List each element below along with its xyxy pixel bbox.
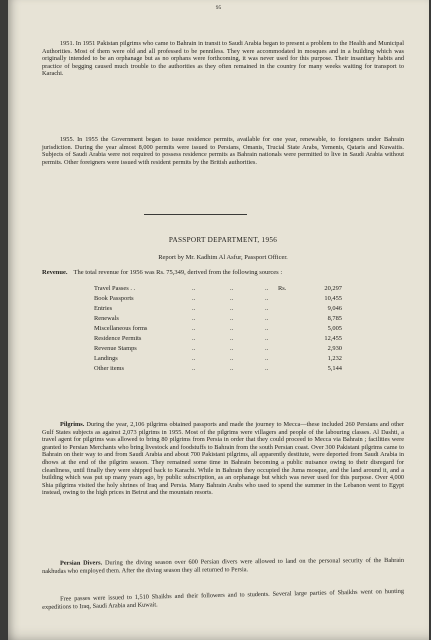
paragraph-1955-text: 1955. In 1955 the Government began to issue residence permits, available for one year, renewable, to foreigners under Bahrain jurisdiction. During the year almost 8,000 permits were issued to Persians, Omanis, Trucial State Arabs, Yemenis, Qataris and Kuwaitis. Subjects of Saudi Arabia were not required to possess residence permits as Bahrain nationals were permitted to live in Saudi Arabia without permits. Other foreigners were issued with resident permits by the British authorities. xyxy=(42,136,404,166)
leader-dots: .. xyxy=(192,355,196,362)
revenue-row xyxy=(94,345,374,355)
revenue-item-label: Other items xyxy=(94,365,124,372)
paragraph-divers xyxy=(42,557,404,575)
revenue-item-label: Miscellaneous forms xyxy=(94,325,148,332)
paragraph-1951 xyxy=(42,40,404,78)
leader-dots: .. xyxy=(265,305,269,312)
leader-dots: .. xyxy=(230,365,234,372)
revenue-row xyxy=(94,325,374,335)
currency-label: Rs. xyxy=(278,285,287,292)
leader-dots: .. xyxy=(192,295,196,302)
revenue-item-value: 9,046 xyxy=(327,305,342,312)
page-number: 95 xyxy=(215,5,222,11)
leader-dots: .. xyxy=(230,305,234,312)
revenue-item-label: Book Passports xyxy=(94,295,134,302)
revenue-item-value: 8,785 xyxy=(327,315,342,322)
revenue-row xyxy=(94,295,374,305)
document-page xyxy=(8,0,429,640)
section-heading: PASSPORT DEPARTMENT, 1956 xyxy=(168,236,278,244)
leader-dots: .. xyxy=(265,285,269,292)
leader-dots: .. xyxy=(230,335,234,342)
leader-dots: .. xyxy=(230,285,234,292)
free-passes-text: Free passes were issued to 1,510 Shaikhs and their followers and to students. Several large parties of Shaikhs went on hunting expeditions to Iraq, Saudi Arabia and Kuwait. xyxy=(42,587,405,611)
leader-dots: .. xyxy=(230,345,234,352)
divers-label: Persian Divers. xyxy=(59,559,103,567)
revenue-paragraph xyxy=(42,269,404,276)
revenue-row xyxy=(94,315,374,325)
leader-dots: .. xyxy=(265,365,269,372)
leader-dots: .. xyxy=(230,315,234,322)
leader-dots: .. xyxy=(265,335,269,342)
revenue-item-label: Revenue Stamps xyxy=(94,345,137,352)
revenue-item-value: 2,930 xyxy=(327,345,342,352)
leader-dots: .. xyxy=(230,325,234,332)
section-divider xyxy=(144,214,247,215)
revenue-item-label: Landings xyxy=(94,355,118,362)
leader-dots: .. xyxy=(192,315,196,322)
revenue-item-value: 5,144 xyxy=(327,365,342,372)
leader-dots: .. xyxy=(192,285,196,292)
leader-dots: .. xyxy=(265,295,269,302)
leader-dots: .. xyxy=(192,365,196,372)
pilgrims-text: During the year, 2,106 pilgrims obtained passports and made the journey to Mecca—these included 260 Persians and other Gulf States subjects as against 2,073 pilgrims in 1955. Most of the pilgrims were villagers and people of the labouring classes. Al Dashti, a travel agent for pilgrims was allowed to bring 80 pilgrims from Persia in order that they could proceed to Mecca via Bahrain ; facilities were granted to Persian Merchants who bring livestock and foodstuffs to Bahrain from the south Persian coast. Over 300 Pakistani pilgrims came to Bahrain on their way to and from Saudi Arabia and about 700 Pakistani pilgrims, all apparently destitute, were deported from Saudi Arabia in dhows at the end of the pilgrim season. They remained some time in Bahrain becoming a public nuisance owing to their disregard for cleanliness, until finally they were shipped back to Karachi. While in Bahrain they occupied the Juma mosque, and the land around it, and a building which was put up many years ago, by public subscription, as an orphanage but which was never used for this purpose. Over 4,000 Shia pilgrims visited the holy shrines of Iraq and Persia. Many Bahrain Arabs who used to spend the summer in the Lebanon went to Egypt instead, owing to the high prices in Beirut and the mountain resorts. xyxy=(42,421,404,497)
revenue-item-value: 10,455 xyxy=(324,295,342,302)
leader-dots: .. xyxy=(265,355,269,362)
pilgrims-label: Pilgrims. xyxy=(60,421,85,428)
paragraph-free-passes xyxy=(42,588,404,611)
paragraph-1951-text: 1951. In 1951 Pakistan pilgrims who came to Bahrain in transit to Saudi Arabia began to present a problem to the Health and Municipal Authorities. Most of them were old and all professed to be penniless. They were accommodated in mosques and in a building which was originally intended to be an orphanage but as no orphans were forthcoming, it was never used for this purpose. Their insanitary habits and practice of begging caused much trouble to the authorities as they often remained in the country for many weeks waiting for transport to Karachi. xyxy=(42,40,404,78)
leader-dots: .. xyxy=(230,355,234,362)
revenue-row xyxy=(94,365,374,375)
leader-dots: .. xyxy=(265,315,269,322)
divers-text: During the diving season over 600 Persian divers were allowed to land on the personal security of the Bahrain nakhudas who employed them. After the diving season they all returned to Persia. xyxy=(42,556,405,575)
revenue-item-value: 12,455 xyxy=(324,335,342,342)
revenue-item-value: 20,297 xyxy=(324,285,342,292)
report-byline: Report by Mr. Kadhim Al Asfur, Passport Officer. xyxy=(158,254,288,261)
revenue-item-value: 5,005 xyxy=(327,325,342,332)
revenue-item-label: Entries xyxy=(94,305,113,312)
revenue-table xyxy=(94,285,374,375)
revenue-row xyxy=(94,355,374,365)
revenue-item-value: 1,232 xyxy=(327,355,342,362)
revenue-text: The total revenue for 1956 was Rs. 75,349, derived from the following sources : xyxy=(73,269,283,276)
leader-dots: .. xyxy=(192,335,196,342)
leader-dots: .. xyxy=(192,305,196,312)
paragraph-pilgrims xyxy=(42,421,404,497)
revenue-row xyxy=(94,335,374,345)
revenue-label: Revenue. xyxy=(42,269,68,276)
revenue-item-label: Travel Passes . . xyxy=(94,285,136,292)
leader-dots: .. xyxy=(265,325,269,332)
revenue-item-label: Residence Permits xyxy=(94,335,142,342)
leader-dots: .. xyxy=(230,295,234,302)
leader-dots: .. xyxy=(265,345,269,352)
paragraph-1955 xyxy=(42,136,404,166)
revenue-row xyxy=(94,285,374,295)
revenue-row xyxy=(94,305,374,315)
leader-dots: .. xyxy=(192,345,196,352)
leader-dots: .. xyxy=(192,325,196,332)
revenue-item-label: Renewals xyxy=(94,315,119,322)
